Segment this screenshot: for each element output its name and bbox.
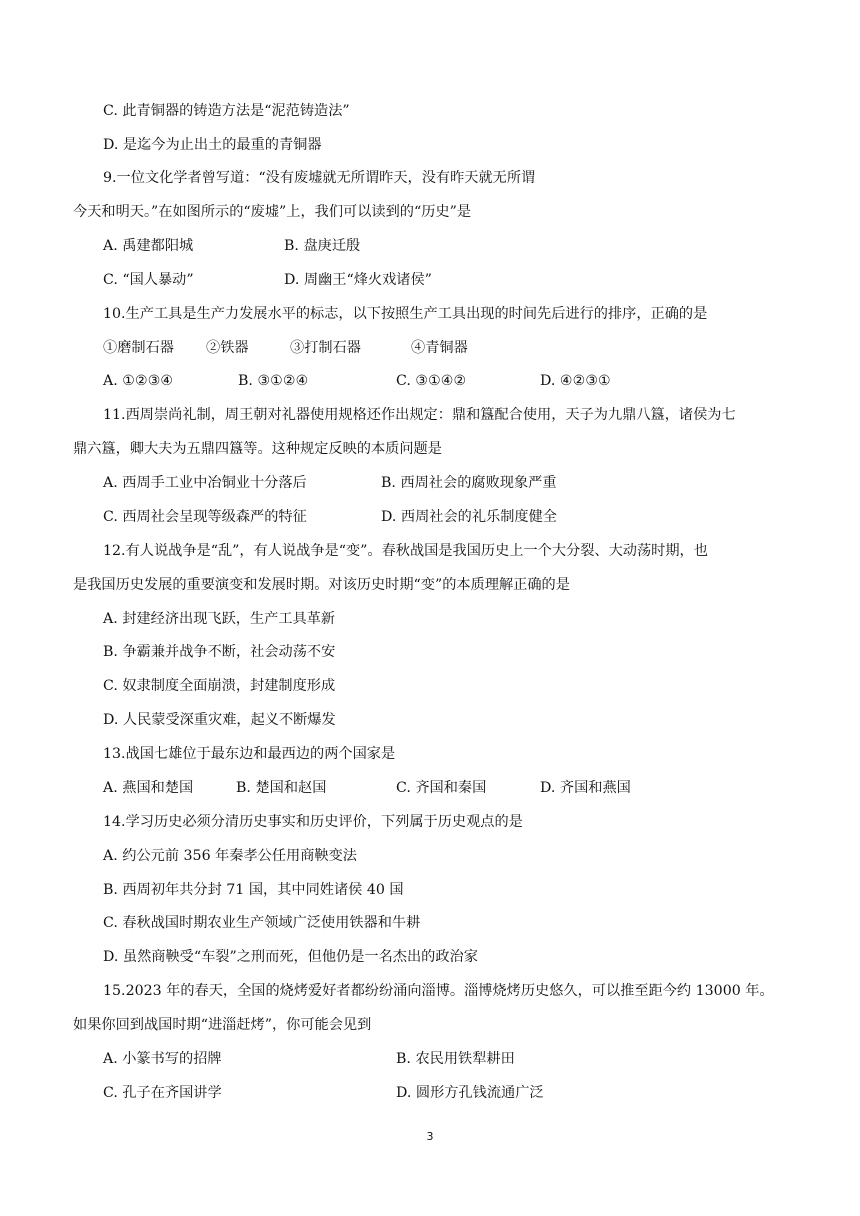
- q15-option-d: D. 圆形方孔钱流通广泛: [396, 1085, 544, 1101]
- q12-option-a: A. 封建经济出现飞跃，生产工具革新: [103, 611, 336, 627]
- q9-option-d: D. 周幽王“烽火戏诸侯”: [284, 272, 432, 288]
- q10-option-d: D. ④②③①: [540, 373, 611, 389]
- page-number: 3: [426, 1130, 434, 1143]
- q10-item-1: ①磨制石器: [103, 340, 174, 356]
- q12-option-c: C. 奴隶制度全面崩溃，封建制度形成: [103, 678, 336, 694]
- q15-option-c: C. 孔子在齐国讲学: [103, 1085, 222, 1101]
- q10-option-b: B. ③①②④: [238, 373, 309, 389]
- q9-option-b: B. 盘庚迁殷: [284, 238, 361, 254]
- q12-stem-line2: 是我国历史发展的重要演变和发展时期。对该历史时期“变”的本质理解正确的是: [73, 577, 570, 593]
- q13-option-d: D. 齐国和燕国: [540, 780, 631, 796]
- q14-option-c: C. 春秋战国时期农业生产领域广泛使用铁器和牛耕: [103, 915, 421, 931]
- q13-option-b: B. 楚国和赵国: [236, 780, 327, 796]
- q10-item-2: ②铁器: [206, 340, 249, 356]
- q15-option-a: A. 小篆书写的招牌: [103, 1051, 222, 1067]
- q11-stem-line2: 鼎六簋，卿大夫为五鼎四簋等。这种规定反映的本质问题是: [73, 441, 442, 457]
- q10-option-a: A. ①②③④: [103, 373, 174, 389]
- q11-stem-line1: 11.西周崇尚礼制，周王朝对礼器使用规格还作出规定：鼎和簋配合使用，天子为九鼎八簋，诸侯为七: [103, 407, 736, 423]
- q15-option-b: B. 农民用铁犁耕田: [396, 1051, 515, 1067]
- q13-option-a: A. 燕国和楚国: [103, 780, 194, 796]
- q14-option-b: B. 西周初年共分封 71 国，其中同姓诸侯 40 国: [103, 882, 404, 898]
- q15-stem-line1: 15.2023 年的春天，全国的烧烤爱好者都纷纷涌向淄博。淄博烧烤历史悠久，可以推至距今约 13000 年。: [103, 983, 774, 999]
- q13-stem: 13.战国七雄位于最东边和最西边的两个国家是: [103, 746, 396, 762]
- q11-option-d: D. 西周社会的礼乐制度健全: [381, 509, 557, 525]
- q9-option-c: C. “国人暴动”: [103, 272, 194, 288]
- q11-option-b: B. 西周社会的腐败现象严重: [381, 475, 557, 491]
- q13-option-c: C. 齐国和秦国: [396, 780, 487, 796]
- q9-option-a: A. 禹建都阳城: [103, 238, 194, 254]
- q10-stem: 10.生产工具是生产力发展水平的标志，以下按照生产工具出现的时间先后进行的排序，正确的是: [103, 306, 708, 322]
- q10-option-c: C. ③①④②: [396, 373, 467, 389]
- q9-stem-line2: 今天和明天。”在如图所示的“废墟”上，我们可以读到的“历史”是: [73, 204, 472, 220]
- q15-stem-line2: 如果你回到战国时期“进淄赶烤”，你可能会见到: [73, 1017, 372, 1033]
- q11-option-c: C. 西周社会呈现等级森严的特征: [103, 509, 307, 525]
- q14-stem: 14.学习历史必须分清历史事实和历史评价，下列属于历史观点的是: [103, 814, 523, 830]
- q11-option-a: A. 西周手工业中冶铜业十分落后: [103, 475, 307, 491]
- q8-option-d: D. 是迄今为止出土的最重的青铜器: [103, 137, 322, 153]
- q9-stem-line1: 9.一位文化学者曾写道：“没有废墟就无所谓昨天，没有昨天就无所谓: [103, 170, 536, 186]
- q12-option-b: B. 争霸兼并战争不断，社会动荡不安: [103, 644, 336, 660]
- q14-option-a: A. 约公元前 356 年秦孝公任用商鞅变法: [103, 848, 357, 864]
- q8-option-c: C. 此青铜器的铸造方法是“泥范铸造法”: [103, 103, 350, 119]
- q12-stem-line1: 12.有人说战争是“乱”，有人说战争是“变”。春秋战国是我国历史上一个大分裂、大动荡时期，也: [103, 543, 708, 559]
- q10-item-4: ④青铜器: [411, 340, 468, 356]
- q14-option-d: D. 虽然商鞅受“车裂”之刑而死，但他仍是一名杰出的政治家: [103, 949, 478, 965]
- q12-option-d: D. 人民蒙受深重灾难，起义不断爆发: [103, 712, 336, 728]
- q10-item-3: ③打制石器: [290, 340, 361, 356]
